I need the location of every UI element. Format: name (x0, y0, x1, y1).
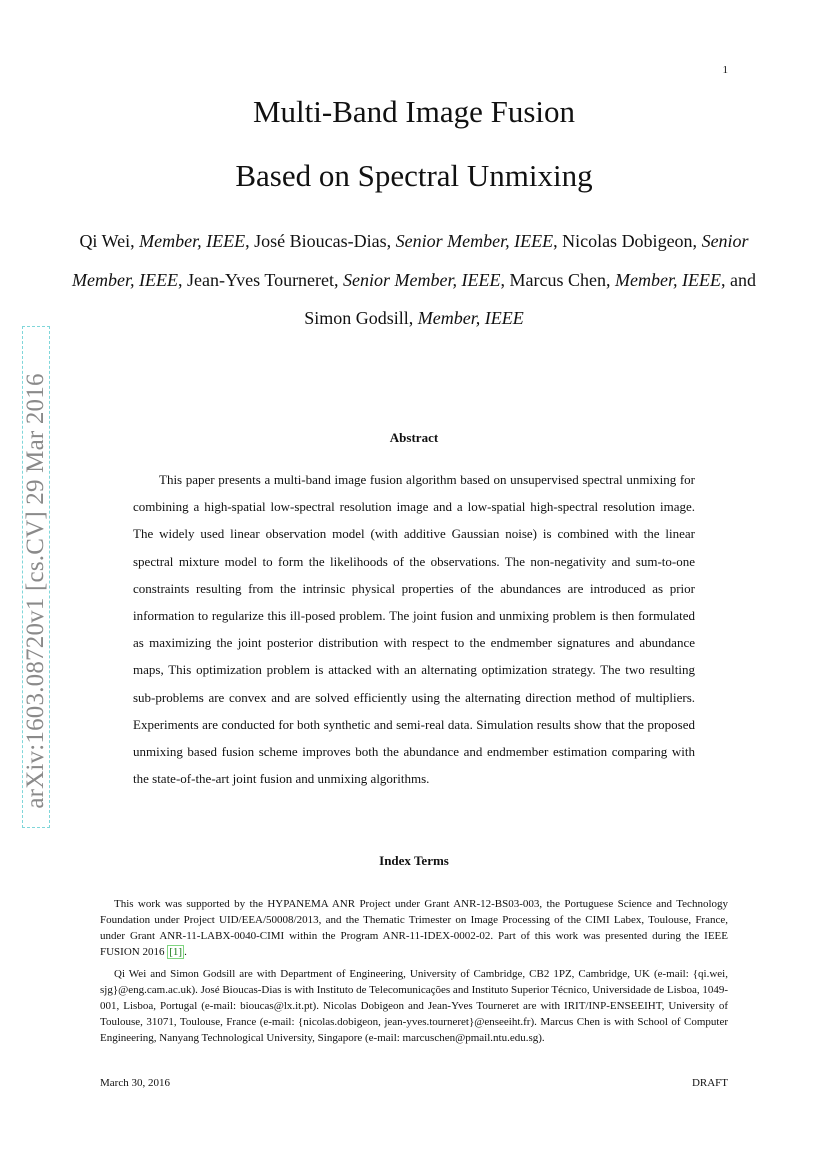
page-number: 1 (722, 64, 728, 76)
author-separator: , (177, 269, 183, 290)
author-name: Nicolas Dobigeon, (562, 231, 698, 251)
author-separator: , (553, 231, 558, 251)
author-name: Qi Wei, (79, 231, 135, 251)
author-name: Marcus Chen, (509, 269, 611, 290)
funding-text: This work was supported by the HYPANEMA ANR Project under Grant ANR-12-BS03-003, the Portuguese Science and Technology Foundation under Project UID/EEA/50008/2013, and the Thematic Trimester on Image Processing of the CIMI Labex, Toulouse, France, under Grant ANR-11-LABX-0040-CIMI within the Program ANR-11-IDEX-0002-02. Part of this work was presented during the IEEE FUSION 2016 (100, 898, 728, 958)
author-role: Senior Member, IEEE (72, 231, 749, 290)
author-name: José Bioucas-Dias, (254, 231, 392, 251)
funding-footnote (100, 896, 728, 960)
paper-title-line-1: Multi-Band Image Fusion (252, 94, 576, 129)
footnotes (100, 896, 728, 1052)
author-name: Simon Godsill, (304, 308, 414, 328)
index-terms-heading: Index Terms (379, 853, 449, 868)
author-separator: , and (720, 269, 756, 290)
author-separator: , (500, 269, 506, 290)
paper-title-line-2: Based on Spectral Unmixing (235, 158, 593, 193)
author-role: Senior Member, IEEE (343, 269, 501, 290)
author-role: Member, IEEE (615, 269, 721, 290)
affiliations-footnote: Qi Wei and Simon Godsill are with Department of Engineering, University of Cambridge, CB2 1PZ, Cambridge, UK (e-mail: {qi.wei, sjg}@eng.cam.ac.uk). José Bioucas-Dias is with Instituto de Telecomunicações and Instituto Superior Técnico, Universidade de Lisboa, 1049-001, Lisboa, Portugal (e-mail: bioucas@lx.it.pt). Nicolas Dobigeon and Jean-Yves Tourneret are with IRIT/INP-ENSEEIHT, University of Toulouse, 31071, Toulouse, France (e-mail: {nicolas.dobigeon, jean-yves.tourneret}@enseeiht.fr). Marcus Chen is with School of Computer Engineering, Nanyang Technological University, Singapore (e-mail: marcuschen@pmail.ntu.edu.sg). (100, 968, 728, 1044)
funding-text-end: . (184, 946, 187, 958)
author-list (60, 222, 768, 338)
arxiv-identifier[interactable]: arXiv:1603.08720v1 [cs.CV] 29 Mar 2016 (22, 373, 49, 809)
abstract-heading: Abstract (389, 430, 439, 445)
citation-link[interactable]: [1] (169, 946, 183, 958)
author-separator: , (245, 231, 250, 251)
author-role: Member, IEEE (417, 308, 524, 328)
abstract-body: This paper presents a multi-band image fusion algorithm based on unsupervised spectral unmixing for combining a high-spatial low-spectral resolution image and a low-spatial high-spectral resolution image. The widely used linear observation model (with additive Gaussian noise) is combined with the linear spectral mixture model to form the likelihoods of the observations. The non-negativity and sum-to-one constraints resulting from the intrinsic physical properties of the abundances are introduced as prior information to regularize this ill-posed problem. The joint fusion and unmixing problem is then formulated as maximizing the joint posterior distribution with respect to the endmember signatures and abundance maps, This optimization problem is attacked with an alternating optimization strategy. The two resulting sub-problems are convex and are solved efficiently using the alternating direction method of multipliers. Experiments are conducted for both synthetic and semi-real data. Simulation results show that the proposed unmixing based fusion scheme improves both the abundance and endmember estimation comparing with the state-of-the-art joint fusion and unmixing algorithms. (133, 472, 695, 787)
author-role: Senior Member, IEEE (395, 231, 554, 251)
author-role: Member, IEEE (139, 231, 246, 251)
author-name: Jean-Yves Tourneret, (186, 269, 339, 290)
footer-date: March 30, 2016 (100, 1077, 170, 1089)
footer-draft-label: DRAFT (691, 1077, 728, 1089)
